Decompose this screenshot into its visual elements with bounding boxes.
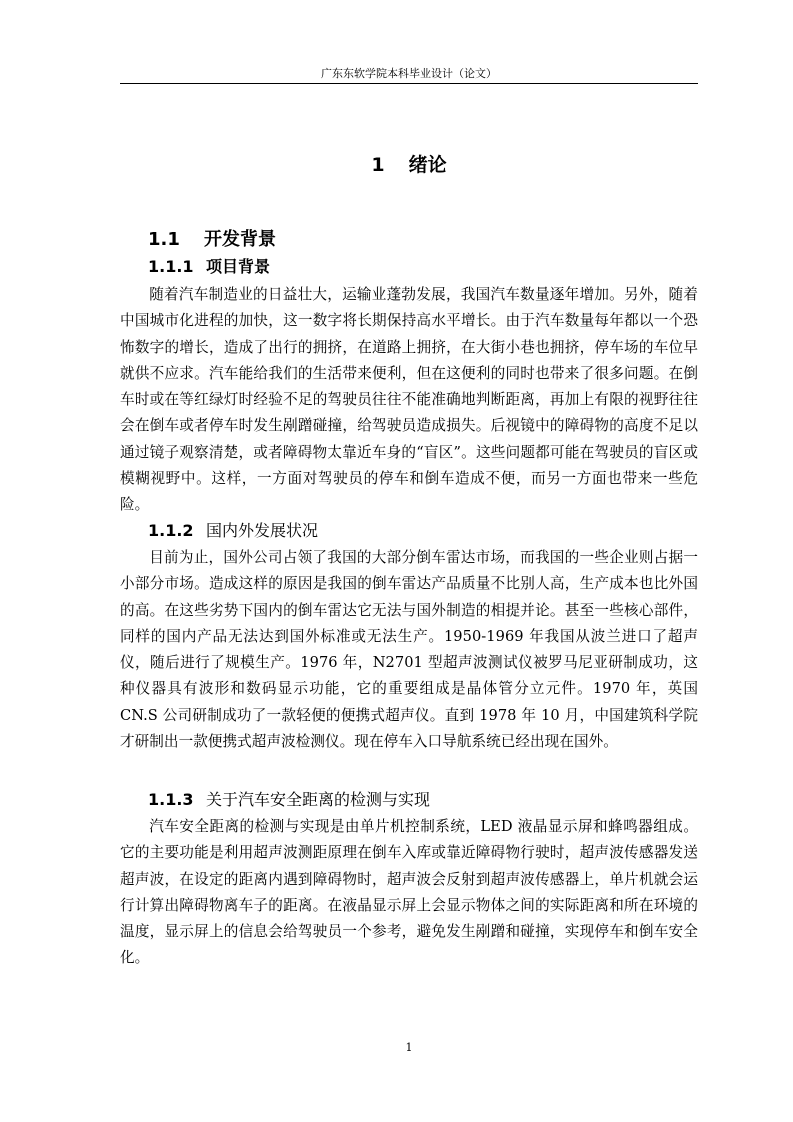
section-heading-1-1 [148,228,276,252]
chapter-title [120,150,698,180]
section-title: 开发背景 [204,229,276,250]
section-number: 1.1.1 [148,257,194,276]
paragraph-safety-distance: 汽车安全距离的检测与实现是由单片机控制系统，LED 液晶显示屏和蜂鸣器组成。它的主要功能是利用超声波测距原理在倒车入库或靠近障碍物行驶时，超声波传感器发送超声波，在设定的距离内遇到障碍物时，超声波会反射到超声波传感器上，单片机就会运行计算出障碍物离车子的距离。在液晶显示屏上会显示物体之间的实际距离和所在环境的温度，显示屏上的信息会给驾驶员一个参考，避免发生剐蹭和碰撞，实现停车和倒车安全化。 [120,818,698,967]
page-number: 1 [405,1041,413,1054]
section-title: 项目背景 [206,257,271,276]
page-header: 广东东软学院本科毕业设计（论文） [321,67,497,80]
section-heading-1-1-1 [148,255,270,279]
chapter-title-text: 绪论 [408,154,447,176]
paragraph-project-background: 随着汽车制造业的日益壮大，运输业蓬勃发展，我国汽车数量逐年增加。另外，随着中国城市化进程的加快，这一数字将长期保持高水平增长。由于汽车数量每年都以一个恐怖数字的增长，造成了出行的拥挤，在道路上拥挤，在大街小巷也拥挤，停车场的车位早就供不应求。汽车能给我们的生活带来便利，但在这便利的同时也带来了很多问题。在倒车时或在等红绿灯时经验不足的驾驶员往往不能准确地判断距离，再加上有限的视野往往会在倒车或者停车时发生剐蹭碰撞，给驾驶员造成损失。后视镜中的障碍物的高度不足以通过镜子观察清楚，或者障碍物太靠近车身的“盲区”。这些问题都可能在驾驶员的盲区或模糊视野中。这样，一方面对驾驶员的停车和倒车造成不便，而另一方面也带来一些危险。 [120,286,698,514]
paragraph-development-status: 目前为止，国外公司占领了我国的大部分倒车雷达市场，而我国的一些企业则占据一小部分市场。造成这样的原因是我国的倒车雷达产品质量不比别人高，生产成本也比外国的高。在这些劣势下国内的倒车雷达它无法与国外制造的相提并论。甚至一些核心部件，同样的国内产品无法达到国外标准或无法生产。1950-1969 年我国从波兰进口了超声仪，随后进行了规模生产。1976 年，N2701 型超声波测试仪被罗马尼亚研制成功，这种仪器具有波形和数码显示功能，它的重要组成是晶体管分立元件。1970 年，英国 CN.S 公司研制成功了一款轻便的便携式超声仪。直到 1978 年 10 月，中国建筑科学院才研制出一款便携式超声波检测仪。现在停车入口导航系统已经出现在国外。 [120,549,698,751]
section-heading-1-1-3 [148,788,430,812]
section-title: 关于汽车安全距离的检测与实现 [206,790,431,809]
header-rule [120,83,698,84]
section-number: 1.1.3 [148,790,194,809]
section-number: 1.1.2 [148,521,194,540]
section-number: 1.1 [148,229,180,250]
section-heading-1-1-2 [148,519,318,543]
section-title: 国内外发展状况 [206,521,319,540]
chapter-number: 1 [371,154,385,176]
